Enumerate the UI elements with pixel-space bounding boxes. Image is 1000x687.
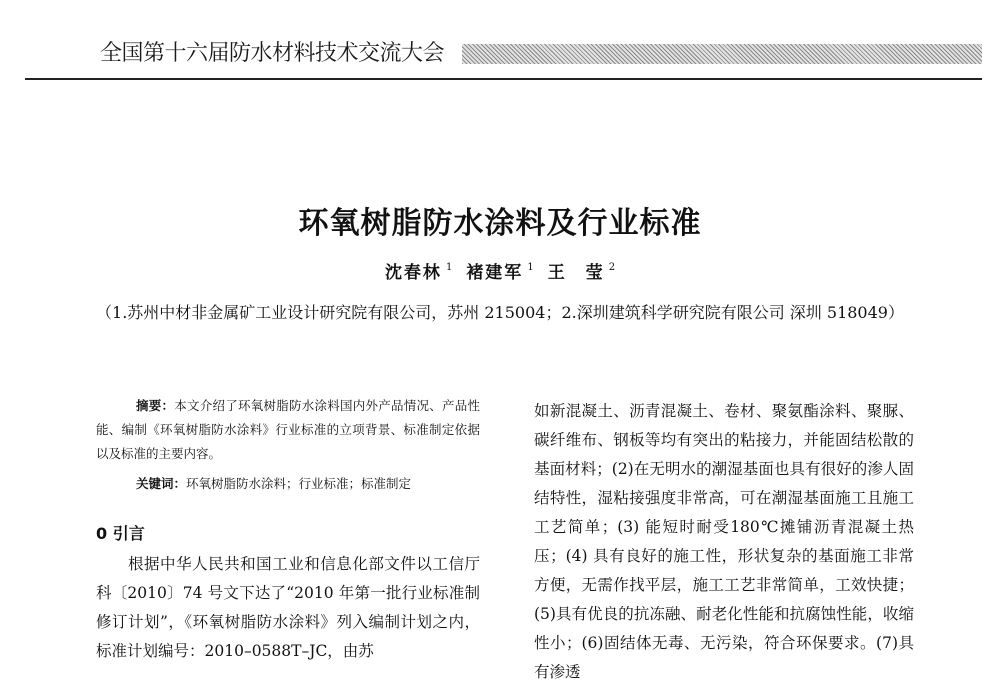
header-rule — [25, 78, 982, 80]
affiliation: （1.苏州中材非金属矿工业设计研究院有限公司，苏州 215004；2.深圳建筑科学研究院有限公司 深圳 518049） — [96, 303, 904, 322]
header-hatch-bar — [462, 44, 982, 64]
abstract-label: 摘要： — [136, 398, 175, 413]
body-paragraph: 如新混凝土、沥青混凝土、卷材、聚氨酯涂料、聚脲、碳纤维布、钢板等均有突出的粘接力，并能固结松散的基面材料；(2)在无明水的潮湿基面也具有很好的渗人固结特性，湿粘接强度非常高，可在潮湿基面施工且施工工艺简单；(3) 能短时耐受180℃摊铺沥青混凝土热压；(4) 具有良好的施工性，形状复杂的基面施工非常方便，无需作找平层，施工工艺非常简单，工效快捷；(5)具有优良的抗冻融、耐老化性能和抗腐蚀性能，收缩性小；(6)固结体无毒、无污染，符合环保要求。(7)具有渗透 — [534, 402, 914, 681]
author-name: 褚建军 — [466, 263, 524, 283]
keywords-label: 关键词： — [136, 476, 187, 491]
intro-paragraph: 根据中华人民共和国工业和信息化部文件以工信厅科〔2010〕74 号文下达了“2010 年第一批行业标准制修订计划”，《环氧树脂防水涂料》列入编制计划之内，标准计划编号：2010–0588T–JC，由苏 — [96, 555, 480, 660]
abstract-text: 本文介绍了环氧树脂防水涂料国内外产品情况、产品性能、编制《环氧树脂防水涂料》行业标准的立项背景、标准制定依据以及标准的主要内容。 — [96, 398, 480, 461]
keywords — [96, 472, 480, 496]
right-column — [534, 397, 914, 687]
paper-title: 环氧树脂防水涂料及行业标准 — [298, 206, 702, 241]
author-name: 王 莹 — [547, 263, 605, 283]
conference-header: 全国第十六届防水材料技术交流大会 — [100, 41, 445, 66]
author-affil-mark: 2 — [608, 262, 616, 273]
keywords-text: 环氧树脂防水涂料；行业标准；标准制定 — [186, 476, 412, 491]
author-affil-mark: 1 — [527, 262, 534, 273]
left-column — [96, 394, 480, 666]
section-heading: 0 引言 — [96, 524, 145, 543]
abstract — [96, 394, 480, 466]
author-name: 沈春林 — [384, 263, 442, 283]
author-list — [0, 258, 1000, 283]
author-affil-mark: 1 — [445, 262, 453, 273]
